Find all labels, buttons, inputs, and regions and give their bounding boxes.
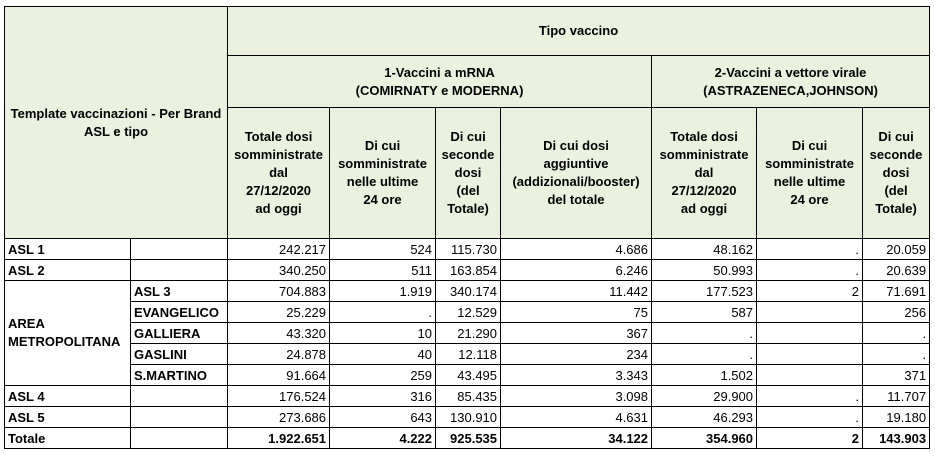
col-header-vettore-totale: Totale dosi somministrate dal 27/12/2020 ad oggi (652, 108, 757, 239)
cell-value: 1.919 (330, 281, 436, 302)
empty-cell (131, 260, 228, 281)
cell-value: 371 (863, 365, 930, 386)
col-header-mrna-24h: Di cui somministrate nelle ultime 24 ore (330, 108, 436, 239)
cell-value: 587 (652, 302, 757, 323)
cell-value: 25.229 (228, 302, 330, 323)
empty-cell (131, 239, 228, 260)
cell-value: 643 (330, 407, 436, 428)
cell-value: 20.639 (863, 260, 930, 281)
cell-value: . (757, 407, 863, 428)
cell-value: 75 (501, 302, 652, 323)
cell-value: 273.686 (228, 407, 330, 428)
tipo-vaccino-header: Tipo vaccino (228, 7, 930, 56)
cell-value: 19.180 (863, 407, 930, 428)
mrna-group-header: 1-Vaccini a mRNA (COMIRNATY e MODERNA) (228, 56, 652, 108)
row-label: ASL 3 (131, 281, 228, 302)
cell-value: 12.529 (436, 302, 501, 323)
col-header-vettore-seconde: Di cui seconde dosi (del Totale) (863, 108, 930, 239)
cell-value: 46.293 (652, 407, 757, 428)
area-metropolitana-label: AREA METROPOLITANA (5, 281, 131, 386)
corner-header: Template vaccinazioni - Per Brand ASL e tipo (5, 7, 228, 239)
cell-value: 234 (501, 344, 652, 365)
empty-cell (131, 386, 228, 407)
cell-value: 511 (330, 260, 436, 281)
cell-value: . (757, 260, 863, 281)
cell-value: 20.059 (863, 239, 930, 260)
cell-value: 10 (330, 323, 436, 344)
cell-value (757, 323, 863, 344)
table-row-asl3 (5, 281, 930, 302)
col-header-mrna-totale: Totale dosi somministrate dal 27/12/2020 ad oggi (228, 108, 330, 239)
cell-value: . (863, 344, 930, 365)
cell-value: 11.442 (501, 281, 652, 302)
cell-value: 340.174 (436, 281, 501, 302)
cell-value: 29.900 (652, 386, 757, 407)
col-header-vettore-24h: Di cui somministrate nelle ultime 24 ore (757, 108, 863, 239)
cell-value: 163.854 (436, 260, 501, 281)
cell-value (757, 365, 863, 386)
table-row-smartino (5, 365, 930, 386)
cell-value: 4.631 (501, 407, 652, 428)
cell-value: 12.118 (436, 344, 501, 365)
cell-value: 115.730 (436, 239, 501, 260)
cell-value: 242.217 (228, 239, 330, 260)
row-label: ASL 5 (5, 407, 131, 428)
cell-value: 925.535 (436, 428, 501, 449)
cell-value: . (757, 386, 863, 407)
cell-value: 143.903 (863, 428, 930, 449)
cell-value: 71.691 (863, 281, 930, 302)
table-row-asl1 (5, 239, 930, 260)
row-label: GALLIERA (131, 323, 228, 344)
row-label: GASLINI (131, 344, 228, 365)
cell-value: 176.524 (228, 386, 330, 407)
cell-value: 43.320 (228, 323, 330, 344)
vettore-group-header: 2-Vaccini a vettore virale (ASTRAZENECA,JOHNSON) (652, 56, 930, 108)
table-row-asl5 (5, 407, 930, 428)
cell-value: 130.910 (436, 407, 501, 428)
cell-value: 4.222 (330, 428, 436, 449)
row-label: EVANGELICO (131, 302, 228, 323)
cell-value: 704.883 (228, 281, 330, 302)
cell-value: 85.435 (436, 386, 501, 407)
cell-value: 256 (863, 302, 930, 323)
cell-value (757, 344, 863, 365)
cell-value: 43.495 (436, 365, 501, 386)
cell-value: 2 (757, 428, 863, 449)
cell-value: 316 (330, 386, 436, 407)
row-label: Totale (5, 428, 131, 449)
empty-cell (131, 407, 228, 428)
cell-value: 21.290 (436, 323, 501, 344)
cell-value: . (330, 302, 436, 323)
table-row-asl4 (5, 386, 930, 407)
cell-value: 4.686 (501, 239, 652, 260)
cell-value: 50.993 (652, 260, 757, 281)
cell-value: 91.664 (228, 365, 330, 386)
cell-value: . (652, 344, 757, 365)
cell-value: 524 (330, 239, 436, 260)
cell-value: 1.502 (652, 365, 757, 386)
table-row-evangelico (5, 302, 930, 323)
cell-value: 48.162 (652, 239, 757, 260)
cell-value: . (652, 323, 757, 344)
col-header-mrna-aggiuntive: Di cui dosi aggiuntive (addizionali/booster) del totale (501, 108, 652, 239)
cell-value (757, 302, 863, 323)
cell-value: 259 (330, 365, 436, 386)
cell-value: 3.343 (501, 365, 652, 386)
empty-cell (131, 428, 228, 449)
cell-value: . (757, 239, 863, 260)
cell-value: 1.922.651 (228, 428, 330, 449)
table-row-gaslini (5, 344, 930, 365)
cell-value: 40 (330, 344, 436, 365)
table-row-totale (5, 428, 930, 449)
cell-value: 177.523 (652, 281, 757, 302)
row-label: ASL 1 (5, 239, 131, 260)
vaccination-table (4, 6, 930, 449)
cell-value: 34.122 (501, 428, 652, 449)
cell-value: . (863, 323, 930, 344)
cell-value: 367 (501, 323, 652, 344)
col-header-mrna-seconde: Di cui seconde dosi (del Totale) (436, 108, 501, 239)
row-label: ASL 2 (5, 260, 131, 281)
row-label: S.MARTINO (131, 365, 228, 386)
cell-value: 11.707 (863, 386, 930, 407)
cell-value: 340.250 (228, 260, 330, 281)
table-row-galliera (5, 323, 930, 344)
cell-value: 3.098 (501, 386, 652, 407)
cell-value: 354.960 (652, 428, 757, 449)
cell-value: 24.878 (228, 344, 330, 365)
cell-value: 2 (757, 281, 863, 302)
cell-value: 6.246 (501, 260, 652, 281)
row-label: ASL 4 (5, 386, 131, 407)
table-row-asl2 (5, 260, 930, 281)
